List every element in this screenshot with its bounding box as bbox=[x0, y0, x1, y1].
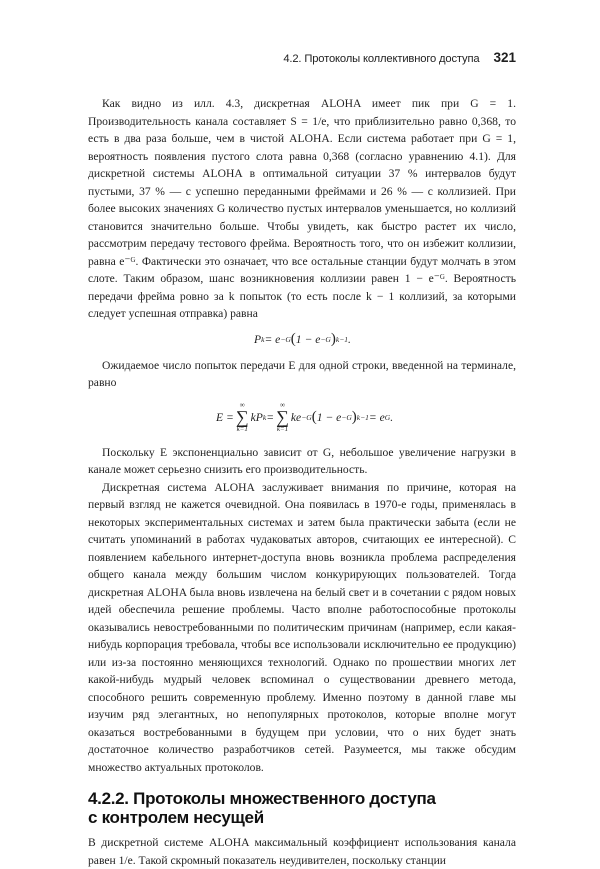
sum-1-sigma: ∑ bbox=[235, 407, 249, 427]
section-heading bbox=[88, 790, 516, 827]
section-heading-line-1: 4.2.2. Протоколы множественного доступа bbox=[88, 789, 436, 808]
formula-2-term1-sub: k bbox=[262, 412, 267, 422]
paragraph-5: В дискретной системе ALOHA максимальный коэффициент использования канала равен 1/e. Такой скромный показатель неудивителен, поскольку станции bbox=[88, 836, 516, 867]
formula-2-exp2: −G bbox=[341, 412, 352, 422]
formula-1-inner: 1 − e bbox=[295, 332, 321, 346]
formula-1-close: ) bbox=[330, 330, 336, 347]
sum-symbol-1 bbox=[236, 402, 249, 433]
formula-1-outer-exp: k−1 bbox=[335, 334, 348, 344]
paragraph-3: Поскольку E экспоненциально зависит от G, небольшое увеличение нагрузки в канале может серьезно снизить его производительность. bbox=[88, 445, 516, 476]
formula-2-exp3: G bbox=[384, 412, 391, 422]
formula-2-end: . bbox=[390, 410, 394, 424]
formula-2-eq2: = e bbox=[368, 410, 385, 424]
formula-2-lhs: E = bbox=[216, 410, 234, 424]
formula-1-end: . bbox=[348, 332, 351, 346]
sum-1-bottom: k=1 bbox=[236, 425, 248, 433]
formula-1-exp2: −G bbox=[320, 334, 331, 344]
sum-2-bottom: k=1 bbox=[276, 425, 289, 433]
formula-2-term2: ke bbox=[290, 410, 302, 424]
formula-1-lhs-sub: k bbox=[261, 334, 265, 344]
sum-2-sigma: ∑ bbox=[276, 407, 289, 427]
running-head-section: 4.2. Протоколы коллективного доступа bbox=[283, 53, 480, 65]
formula-1-exp1: −G bbox=[280, 334, 291, 344]
formula-e bbox=[216, 392, 516, 444]
page-number: 321 bbox=[493, 50, 516, 65]
sum-2-top: ∞ bbox=[279, 401, 285, 409]
paragraph-4: Дискретная система ALOHA заслуживает внимания по причине, которая на первый взгляд не кажется очевидной. Она появилась в 1970-е годы, применялась в некоторых экспериментальных системах и затем была практически забыта (если не считать упоминаний в работах чудаковатых авторов, считающих ее интересной). С появлением кабельного интернет-доступа вновь возникла проблема распределения общего канала между большим числом конкурирующих пользователей. Тогда дискретная ALOHA была вновь извлечена на белый свет и в сочетании с рядом новых идей обеспечила решение проблемы. Часто вполне работоспособные протоколы оказывались невостребованными по политическим причинам (например, если какая-нибудь корпорация требовала, чтобы все использовали исключительно ее продукцию) или из-за постоянно меняющихся технологий. Однако по прошествии многих лет какой-нибудь мудрый человек вспоминал о существовании древнего метода, способного решить современную проблему. Именно поэтому в данной главе мы изучим ряд элегантных, но непопулярных протоколов, которые вполне могут оказаться востребованными в будущем при условии, что о них будет знать достаточное количество разработчиков сетей. Разумеется, мы также обсудим множество актуальных протоколов. bbox=[88, 480, 516, 774]
formula-2-eq: = bbox=[266, 410, 275, 424]
formula-1-open: ( bbox=[290, 330, 296, 347]
formula-pk bbox=[254, 323, 516, 357]
running-head bbox=[88, 50, 516, 68]
formula-2-exp1: −G bbox=[301, 412, 312, 422]
formula-2-outer-exp: k−1 bbox=[356, 412, 369, 422]
sum-1-top: ∞ bbox=[239, 401, 245, 409]
formula-2-open: ( bbox=[311, 408, 317, 425]
formula-2-term1: kP bbox=[250, 410, 263, 424]
formula-1-eq: = e bbox=[264, 332, 281, 346]
formula-2-inner: 1 − e bbox=[316, 410, 342, 424]
formula-1-lhs: P bbox=[254, 332, 262, 346]
paragraph-2: Ожидаемое число попыток передачи E для одной строки, введенной на терминале, равно bbox=[88, 358, 516, 389]
page-body bbox=[88, 95, 516, 869]
section-heading-line-2: с контролем несущей bbox=[88, 807, 264, 827]
formula-2-close: ) bbox=[351, 408, 357, 425]
sum-symbol-2 bbox=[276, 402, 289, 433]
paragraph-1: Как видно из илл. 4.3, дискретная ALOHA имеет пик при G = 1. Производительность канала составляет S = 1/e, что приблизительно равно 0,368, то есть в два раза больше, чем в чистой ALOHA. Если система работает при G = 1, вероятность появления пустого слота равна 0,368 (согласно уравнению 4.1). Для дискретной системы ALOHA в оптимальной ситуации 37 % интервалов будут пустыми, 37 % — с успешно переданными фреймами и 26 % — с коллизией. При более высоких значениях G количество пустых интервалов уменьшается, но коллизий становится значительно больше. Чтобы увидеть, как быстро растет их число, рассмотрим передачу тестового фрейма. Вероятность того, что он избежит коллизии, равна e⁻ᴳ. Фактически это означает, что все остальные станции будут молчать в этом слоте. Таким образом, шанс возникновения коллизии равен 1 − e⁻ᴳ. Вероятность передачи фрейма ровно за k попыток (то есть после k − 1 коллизий, за которыми следует успешная отправка) равна bbox=[88, 97, 516, 320]
